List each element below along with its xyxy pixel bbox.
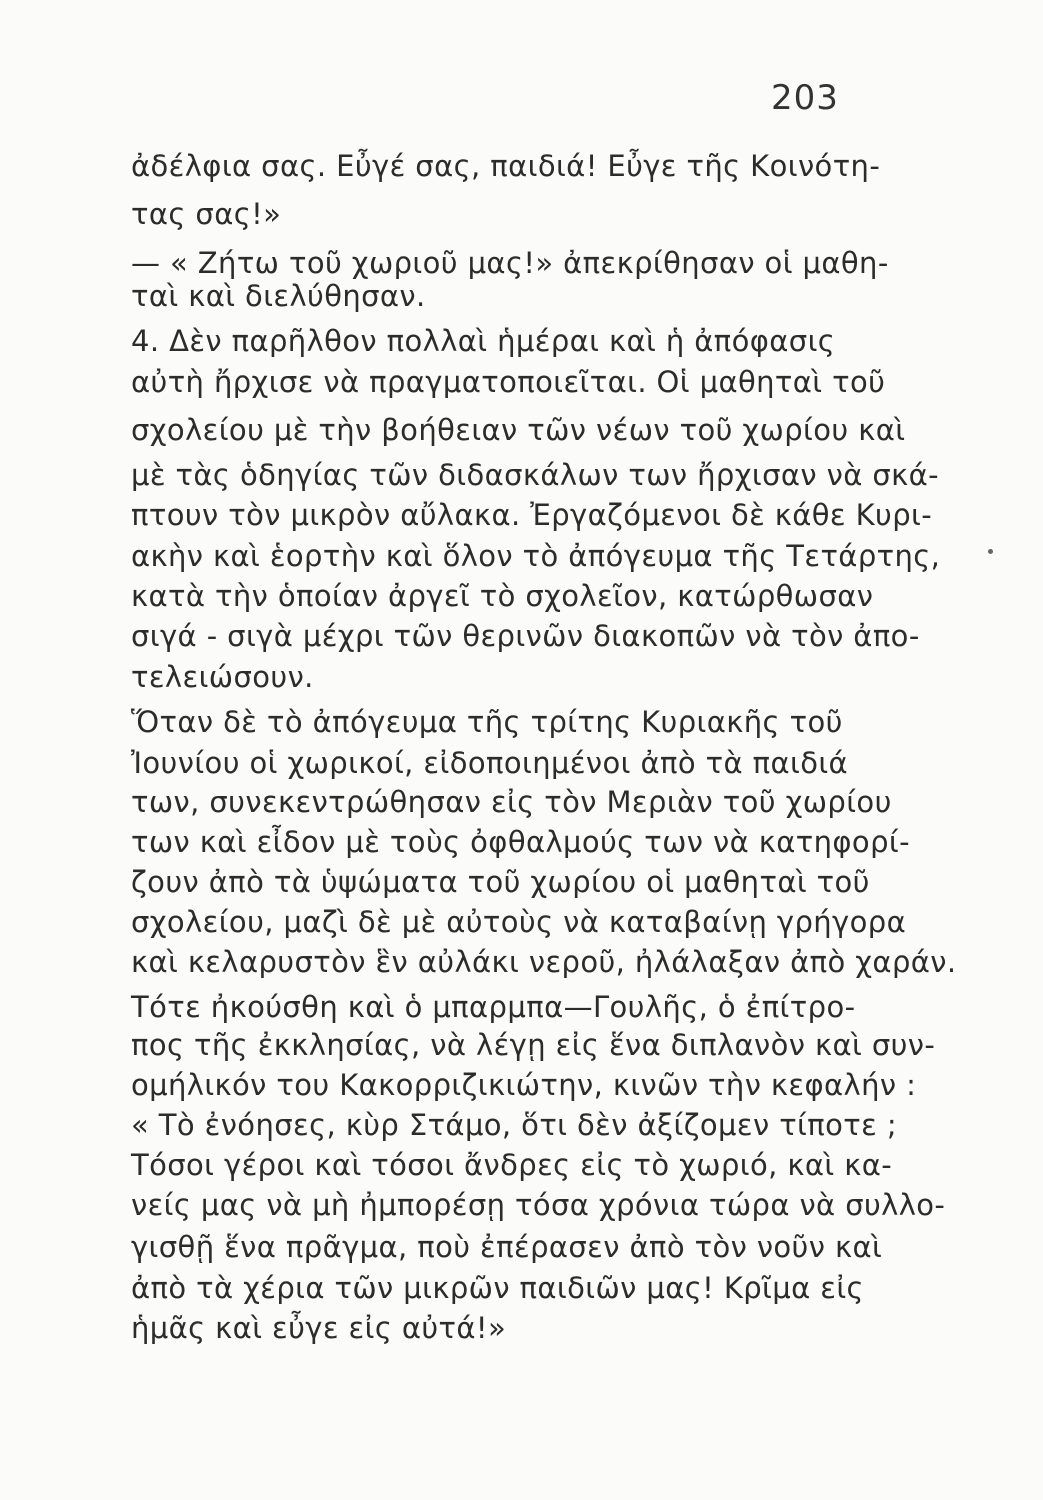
page-number: 203: [771, 78, 839, 118]
margin-speck: [988, 549, 993, 554]
text-line: καὶ κελαρυστὸν ἓν αὐλάκι νεροῦ, ἠλάλαξαν ἀπὸ χαράν.: [131, 945, 957, 979]
text-line: αὐτὴ ἤρχισε νὰ πραγματοποιεῖται. Οἱ μαθηταὶ τοῦ: [131, 365, 886, 399]
text-line: ακὴν καὶ ἑορτὴν καὶ ὅλον τὸ ἀπόγευμα τῆς Τετάρτης,: [131, 539, 941, 573]
text-line: ἀδέλφια σας. Εὖγέ σας, παιδιά! Εὖγε τῆς Κοινότη-: [131, 149, 881, 183]
text-line: τελειώσουν.: [131, 660, 314, 694]
text-line: τας σας!»: [131, 197, 282, 231]
text-line: Τόσοι γέροι καὶ τόσοι ἄνδρες εἰς τὸ χωριό, καὶ κα-: [131, 1148, 893, 1182]
text-line: πος τῆς ἐκκλησίας, νὰ λέγῃ εἰς ἕνα διπλανὸν καὶ συν-: [131, 1028, 936, 1062]
text-line: — « Ζήτω τοῦ χωριοῦ μας!» ἀπεκρίθησαν οἱ μαθη-: [131, 246, 889, 280]
text-line: Ὅταν δὲ τὸ ἀπόγευμα τῆς τρίτης Κυριακῆς τοῦ: [131, 705, 843, 739]
text-line: νείς μας νὰ μὴ ἠμπορέσῃ τόσα χρόνια τώρα νὰ συλλο-: [131, 1188, 946, 1222]
text-line: ἡμᾶς καὶ εὖγε εἰς αὐτά!»: [131, 1311, 507, 1345]
text-line: Τότε ἠκούσθη καὶ ὁ μπαρμπα—Γουλῆς, ὁ ἐπίτρο-: [131, 990, 856, 1024]
text-line: 4. Δὲν παρῆλθον πολλαὶ ἡμέραι καὶ ἡ ἀπόφασις: [131, 324, 836, 358]
text-line: σχολείου μὲ τὴν βοήθειαν τῶν νέων τοῦ χωρίου καὶ: [131, 413, 906, 447]
text-line: Ἰουνίου οἱ χωρικοί, εἰδοποιημένοι ἀπὸ τὰ παιδιά: [131, 746, 849, 780]
text-line: σχολείου, μαζὶ δὲ μὲ αὐτοὺς νὰ καταβαίνῃ γρήγορα: [131, 905, 907, 939]
text-line: ταὶ καὶ διελύθησαν.: [131, 279, 426, 313]
text-line: μὲ τὰς ὁδηγίας τῶν διδασκάλων των ἤρχισαν νὰ σκά-: [131, 458, 939, 492]
text-line: γισθῇ ἕνα πρᾶγμα, ποὺ ἐπέρασεν ἀπὸ τὸν νοῦν καὶ: [131, 1230, 883, 1264]
text-line: ἀπὸ τὰ χέρια τῶν μικρῶν παιδιῶν μας! Κρῖμα εἰς: [131, 1271, 864, 1305]
text-line: πτουν τὸν μικρὸν αὔλακα. Ἐργαζόμενοι δὲ κάθε Κυρι-: [131, 498, 933, 532]
text-line: ζουν ἀπὸ τὰ ὑψώματα τοῦ χωρίου οἱ μαθηταὶ τοῦ: [131, 865, 870, 899]
text-line: των καὶ εἶδον μὲ τοὺς ὀφθαλμούς των νὰ κατηφορί-: [131, 825, 910, 859]
text-line: των, συνεκεντρώθησαν εἰς τὸν Μεριὰν τοῦ χωρίου: [131, 785, 892, 819]
text-line: κατὰ τὴν ὁποίαν ἀργεῖ τὸ σχολεῖον, κατώρθωσαν: [131, 579, 874, 613]
text-line: « Τὸ ἐνόησες, κὺρ Στάμο, ὅτι δὲν ἀξίζομεν τίποτε ;: [131, 1108, 897, 1142]
text-line: σιγά - σιγὰ μέχρι τῶν θερινῶν διακοπῶν νὰ τὸν ἀπο-: [131, 619, 920, 653]
text-line: ομήλικόν του Κακορριζικιώτην, κινῶν τὴν κεφαλήν :: [131, 1068, 917, 1102]
